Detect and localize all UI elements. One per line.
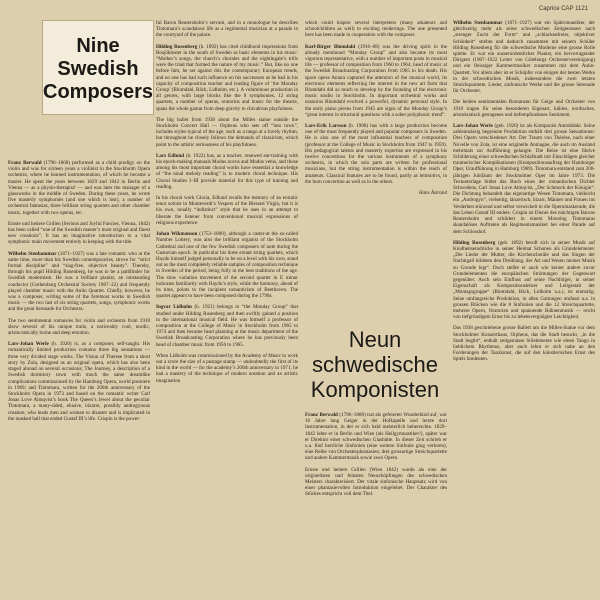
paragraph — [453, 240, 595, 321]
paragraph — [156, 195, 298, 226]
composer-name: Lars Edlund — [156, 152, 185, 159]
english-column-3 — [305, 20, 447, 320]
composer-name: Wilhelm Stenhammar — [453, 20, 503, 26]
paragraph-text: ful Baron Reutersholm’s servant, and in a monologue he describes Tintomara’s scandalous life as a regimental musician at a parade in the courtyard of the palace. — [156, 20, 298, 39]
author-signature: Hans Åstrand — [418, 190, 447, 197]
composer-name: Karl-Birger Blomdahl — [305, 43, 356, 50]
paragraph — [453, 99, 595, 118]
paragraph-text: (1916–68) was the driving spirit in the already mentioned “Monday Group” and also became its most vigorous representative, with a number of important posts in musical life — professor of composition from 1960 to 1964, head of music at the Swedish Broadcasting Corporation from 1965 to his death. His space opera Aniara captured the attention of the musical world, its electronic elements reflecting the interest in the new art form that Blomdahl did so much to develop by the founding of the electronic music studio in Stockholm. In important orchestral works and oratorios Blomdahl evolved a powerful, dynamic personal style. In the early piano pieces from 1945 are signs of the Monday Group’s “great interest in structural questions with a sober polyphonic trend”. — [305, 43, 447, 118]
composer-name: Lars-Erik Larsson — [305, 123, 347, 130]
paragraph — [305, 412, 447, 462]
paragraph-text: (geb. 1926) ist als Komponist Autodidakt. Seine zahlenmässig begrenzte Produktion enthält drei grosse Sensationen: Drei Opern verschiedener Art. Der Traum von Thérèse, nach einer Novelle von Zola, ist eine originelle Anmagne, die auch im Ausland mehrmals zur Aufführung gelangte. Die Reise ist eine fiktive Schilderung einer schwedischen Schlafstadt mit Einschlägen gleicher traumerischer Komplikationen (Kompositionsauftrag der Hamburger Oper, Uraufführung in Hamburg 1969). Tintomara entstand zum 200-jährigen Jubiläum der Stockholmer Oper im Jahre 1973. Die Textunterlage bildet das Buch eines der romantischen Dichter Schwedens, Carl Jonas Love Almqvist, „Der Schmuck der Königin“. Die Dichtung behandelt das eigenartige Wesen Tintomara, vielleicht ein „Androgyn“, vielseitig, tänzerisch, bizarr, Männer und Frauen ins Verderben stürzend und selbst verwickelt in die Opernmaskerade, die das Leben Gustaf III endete. Crispin ist Diener des mächtigen Barons Reutersholm und schildert in einem Monolog Tintomaras skandalöses Auftreten als Regimentsmusiker bei einer Parade auf dem Schlosshof. — [453, 123, 595, 235]
paragraph — [156, 44, 298, 112]
paragraph — [453, 20, 595, 94]
composer-name: Johan Wikmanson — [156, 231, 198, 238]
paragraph-text: (b. 1908) has with a large production become one of the most frequently played and popular composers in Sweden. He is also one of the most influential teachers of composition (professor at the College of Music in Stockholm from 1947 to 1959). His pedagogical talents and masterly expertise are expressed in his twelve concertinos for the various instruments of a symphony orchestra, in which the solo parts are written for professional musicians, but the string instrumentation is within the reach of amateurs. Classical features are to be found, partly as leitmotivs, in the horn concertino as well as in the others. — [305, 123, 447, 185]
composer-name: Franz Berwald — [8, 160, 42, 166]
paragraph — [305, 123, 447, 185]
paragraph — [8, 251, 150, 313]
paragraph-text: Ernste und heitere Grillen (Wien 1842) wurde als eine der originellsten und feinsten Neuschöpfungen des schwedischen Meisters charakterisiert. Der vitale sinfonische Hauptsatz wird von einer phantasievollen Introduktion eingeleitet. Der Charakter des Stückes entspricht voll dem Titel. — [305, 466, 447, 498]
paragraph-text: In his choral work Gloria, Edlund recalls the memory of an ecstatic tenor soloist in Monteverdi’s Vespers of the Blessed Virgin, but it is his own, tonally “indistinct” style that he uses in an attempt to liberate the listener from conventional musical expressions of religious experience. — [156, 195, 298, 226]
paragraph-text: (b. 1922) has, as a teacher, renewed ear-training with his epoch-making manuals Modus novus and Modus vetus, and those among his most important choral works have essential a knowledge of “the tonal melody reading” is to modern choral technique. His Choral Studies I–III provide material for this type of training and reading. — [156, 152, 298, 190]
paragraph-text: Emste und heitere Grillen (Serious and Joyful Fancies, Vienna, 1842) has been called “one of the Swedish master’s most original and finest new creations”. It has an imaginative introduction to a vital symphonic main movement entirely in keeping with the title. — [8, 220, 150, 246]
paragraph-text: Die beiden sentimentalen Romanzen für Geige und Orchester von 1910 tragen für seine besonderen Eigenart, kühles, nordisches, aristokratisch getragenes und tiefempfundenes Sentiment. — [453, 99, 595, 118]
paragraph — [8, 318, 150, 337]
paragraph-text: which could inspire several interpreters (many amateurs and schoolchildren as well) to exciting renderings. The one presented here has been made in cooperation with the composer. — [305, 20, 447, 39]
composer-name: Hilding Rosenberg — [453, 239, 496, 246]
catalog-number: Caprice CAP 1121 — [538, 6, 588, 12]
english-title-box — [42, 20, 154, 115]
composer-name: Lars-Johan Werle — [453, 123, 493, 130]
paragraph-text: (1871–1927) war ein Spätromantiker, der gleichzeitig mehr als seine schwedischen Zeitgenossen nach „strenger Zucht der Form“ und „schlackenfreier, objektiver Schönheit“ strebte und dadurch zusammen mit seinem Schüler Hilding Rosenberg für die schwedische Moderne eine grosse Rolle spielte. Er war ein ausserordentlicher Pianist, ein hervorragender Dirigent (1907–1922 Leiter von Göteborgs Orchestervereinigung) und ein fleissiger Kammermusiker zusammen mit dem Aulin-Quartett. Vor allem aber ist er Schöpfer von einigen der besten Werke in der schwedischen Musik, insbesondere die zwei letzten Streichquartette, Lieder, sinfonische Werke und die grosse Serenade für Orchester. — [453, 20, 595, 95]
german-column-2 — [453, 20, 595, 596]
paragraph — [305, 44, 447, 118]
english-column-1 — [8, 160, 150, 596]
paragraph — [8, 341, 150, 422]
paragraph — [305, 20, 447, 39]
german-title-line-2: schwedische — [312, 352, 438, 377]
paragraph-text: (1753–1800), although a caster-at the so-called Number Lottery, was also the brilliant organist of the Stockholm Cathedral and one of the few Swedish composers of note during the Gustavian epoch. In particular his three extant string quartets, which Haydn himself judged personally to be on a level with his own, stand out as the most completely reliable samples of composition technique in Sweden of the period, being fully in the best traditions of the age. The slow variation movement of the second quartet in E minor indicates familiarity with Haydn’s style, while the harmony, ahead of its time, points to the incipient romanticism of Beethoven. The quartet appears to have been composed during the 1790s. — [156, 231, 298, 300]
paragraph-text: (1796–1868) trat als gefeierter Wunderkind auf, war 16 Jahre lang Geiger in der Hofkapelle und lernte dort Instrumentation, in der er sich bald meisterlich beherrschte. 1829–1842 lebte er in Berlin und Wien (als Heilgymnastiker!), später war er Direktor einer schwedischen Glashütte. In dieser Zeit schrieb er u.a. fünf herrliche Sinfonien (eine weitere Sinfonie ging verloren), eine Reihe von Orchesterphantasien, drei grossartige Streichquartette und andere Kammermusik sowie zwei Opern. — [305, 412, 447, 462]
paragraph-text: Das 1938 geschriebene grosse Ballett um die Milles-Statue vor dem Stockholmer Konzerthaus, Orpheus, das die Stadt besucht, „in die Stadt begibt“, enthält zeitgemässe Stilelemente wie einen Tango in lieblichem Rhythmus, aber auch lehnt er sich nahe an den Forderungen der Tanzkunst, die auf den künstlerischen Ernst des Spiels hindeuten. — [453, 325, 595, 363]
paragraph-text: The big ballet from 1938 about the Milles statue outside the Stockholm Concert Hall — Orpheus who sets off “into town”, includes styles typical of the age, such as a tango at a lovely rhythm, but throughout he closely follows the demands of classicism, which point to the artistic seriousness of his playfulness. — [156, 116, 298, 148]
composer-name: Ingvar Lidholm — [156, 304, 192, 311]
paragraph — [453, 325, 595, 362]
paragraph — [156, 304, 298, 347]
composer-name: Hilding Rosenberg — [156, 43, 198, 50]
paragraph-text: (1871–1927) was a late romantic who at the same time, more than his Swedish contemporaries, strove for “strict formal discipline” and “slag-free, objective beauty”. Thereby, through his pupil Hilding Rosenberg, he was to be a pathfinder for Swedish modernism. He was a brilliant pianist, an outstanding conductor (Gothenburg Orchestral Society 1907–22) and frequently played chamber music with the Aulin Quartet. Chiefly, however, he was a composer, writing some of the foremost works in Swedish music — the two last of six string quartets, songs, symphonic works and the great Serenade for Orchestra. — [8, 250, 150, 313]
composer-name: Lars-Johan Werle — [8, 341, 49, 348]
paragraph — [156, 153, 298, 190]
paragraph — [156, 231, 298, 299]
paragraph-text: (geb. 1892) beruft sich in seiner Musik auf Kindheitseindrücke in seiner Heimat Schonen als Grundelemente: „Die Lieder der Mutter, die Kirchenchoräle und das Singen der Nachtigall bildeten den Dreiklang, der Art und Wesen meiner Musik zu Grunde legt“. Doch stellte er auch wie keiner andere zuvor Grundelementen die europäischen Strömungen der Gegenwart gegenüber. Auch sein Einfluss auf seine Nachfolger, in seiner Eigenschaft als Kompositionslehrer und Leitgestalt der „Montagsgruppe“ (Blomdahl, Bäck, Lidholm u.a.), ist einmalig. Seine umfangreiche Produktion, in allen Gattungen umfasst u.a. in grossen Blöcken wie die 8 Sinfonien und die 12 Streichquartette, mehrere Opern, Oratorien und spannende Bühnenmusik — reicht von tiefgründigem Ernst bis zu lebensvergnügter Leichtigkeit. — [453, 239, 595, 321]
paragraph-text: (1796–1868) performed as a child prodigy on the violin and was for sixteen years a violinist in the Stockholm Opera orchestra, where he learned instrumentation, of which he became a master. He spent the years between 1829 and 1842 in Berlin and Vienna — as a physio-therapist! — and was later the manager of a glassworks in the middle of Sweden. During these years, he wrote five masterly symphonies (and one which is lost), a number of orchestral fantasias, three brilliant string quartets and other chamber music, together with two operas, etc. — [8, 160, 150, 216]
paragraph — [453, 123, 595, 235]
english-title-line-1: Nine — [76, 35, 120, 57]
german-column-1 — [305, 412, 447, 596]
paragraph-text: (b. 1921) belongs to “the Monday Group” that studied under Hilding Rosenberg and then swiftly gained a position in the international musical field. He was himself a professor of composition at the College of Music in Stockholm from 1965 to 1974 and then became head planning at the music department of the Swedish Broadcasting Corporation where he has previously been head of chamber music from 1956 to 1965. — [156, 304, 298, 348]
paragraph-text: (b. 1926) is, as a composer, self-taught. His romantically limited production contains three big sensations — three very divided stage works. The Vision of Therese from a short story by Zola, designed as an original opera, which has also been staged abroad on several occasions; The Journey, a description of a Swedish dormitory town with much the same dreamlike complications commissioned by the Hamburg Opera, world premiere in 1969; and Tintomara, written for the 200th anniversary of the Stockholm Opera in 1973 and based on the romantic writer Carl Jonas Love Almqvist’s book The Queen’s Jewel about the peculiar Tintomara, a many-sided, elusive, bizarre, possibly androgynous creature, who leads men and women to disaster and is implicated in the masked ball that ended Gustaf III’s life. Crispin is the power- — [8, 341, 150, 422]
paragraph — [305, 467, 447, 498]
paragraph-text: When Lidholm was commissioned by the Academy of Music to work out a score the size of a postage stamp — undoubtedly the first of its kind in the world — for the academy’s 200th anniversary in 1971, he had a mastery of the technique of modern notation and an artistic imagination — [156, 352, 298, 384]
english-title-line-2: Swedish — [57, 58, 139, 80]
german-title-line-3: Komponisten — [310, 377, 440, 402]
composer-name: Wilhelm Stenhammar — [8, 250, 57, 257]
paragraph — [8, 221, 150, 246]
paragraph-text: The two sentimental romances for violin and orchestra from 1910 show several of his unique traits, a noticeably cool, nordic, aristocratically borne and deep emotion. — [8, 317, 150, 337]
composer-name: Franz Berwald — [305, 412, 338, 418]
paragraph — [156, 117, 298, 148]
english-title-line-3: Composers — [43, 81, 154, 103]
paragraph — [156, 20, 298, 39]
german-title — [305, 327, 445, 402]
german-title-line-1: Neun — [348, 327, 402, 352]
paragraph — [156, 353, 298, 384]
english-column-2 — [156, 20, 298, 596]
paragraph — [8, 160, 150, 216]
paragraph-text: (b. 1892) has cited childhood impressions from Bosjökloster in the south of Sweden as basic elements in his music: “Mother’s songs, the church’s chorales and the nightingale’s trills were the triad that formed the nature of my music.” But, like no one before him, he set against this the contemporary European trends, and no one has had such influence on his successors as he had in his capacity of composition teacher and leading figure of ‘the Monday Group’ (Blomdahl, Bäck, Lidholm, etc.). A voluminous production in all genres, with large blocks like the 8 symphonies, 12 string quartets, a number of operas, oratorios and music for the theatre, spans the whole gamut from deep gravity to chivalrous playfulness. — [156, 43, 298, 112]
